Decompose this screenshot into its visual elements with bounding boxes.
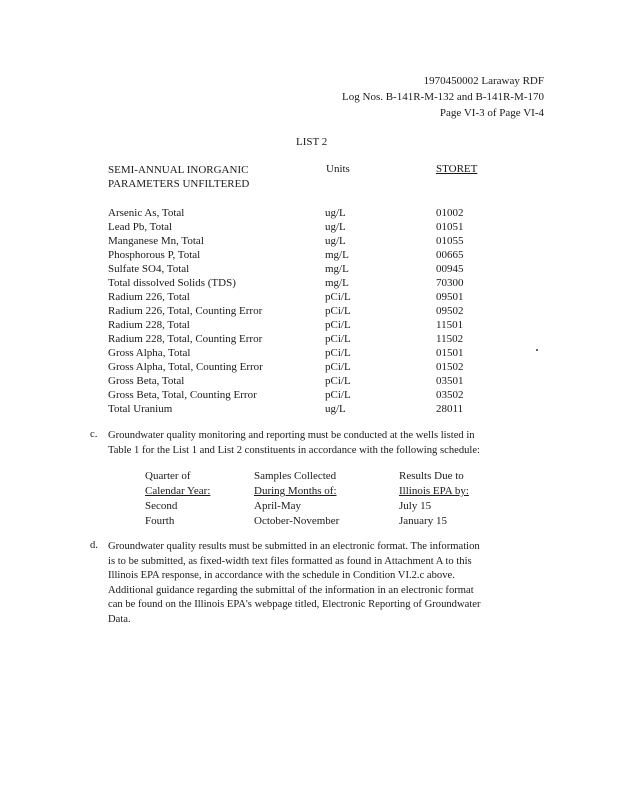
parameter-name: Radium 226, Total xyxy=(108,291,190,303)
schedule-due: July 15 xyxy=(399,500,432,512)
table-row xyxy=(108,248,528,262)
table-row xyxy=(108,360,528,374)
parameter-name: Lead Pb, Total xyxy=(108,221,173,233)
facility-id-line: 1970450002 Laraway RDF xyxy=(423,75,544,87)
schedule-header-months-1: Samples Collected xyxy=(254,470,337,482)
table-row xyxy=(108,374,528,388)
schedule-months: April-May xyxy=(254,500,302,512)
table-row xyxy=(108,220,528,234)
parameter-name: Gross Beta, Total xyxy=(108,375,185,387)
parameter-units: mg/L xyxy=(325,263,349,275)
parameter-name: Radium 228, Total xyxy=(108,319,190,331)
parameter-units: pCi/L xyxy=(325,375,351,387)
parameter-units: pCi/L xyxy=(325,319,351,331)
para-d-line5: can be found on the Illinois EPA's webpage titled, Electronic Reporting of Groundwater xyxy=(108,599,481,611)
table-heading-line2: PARAMETERS UNFILTERED xyxy=(108,178,250,190)
schedule-header-quarter-2: Calendar Year: xyxy=(145,485,211,497)
schedule-quarter: Fourth xyxy=(145,515,175,527)
parameter-units: pCi/L xyxy=(325,347,351,359)
parameter-name: Radium 226, Total, Counting Error xyxy=(108,305,263,317)
table-row xyxy=(108,290,528,304)
parameter-storet: 03501 xyxy=(436,375,464,387)
schedule-header-due-1: Results Due to xyxy=(399,470,464,482)
para-d-line2: is to be submitted, as fixed-width text files formatted as found in Attachment A to this xyxy=(108,555,472,567)
table-heading-line1: SEMI-ANNUAL INORGANIC xyxy=(108,164,249,176)
parameter-units: ug/L xyxy=(325,207,346,219)
para-d-line3: Illinois EPA response, in accordance with the schedule in Condition VI.2.c above. xyxy=(108,570,455,582)
parameter-storet: 09502 xyxy=(436,305,464,317)
parameter-name: Phosphorous P, Total xyxy=(108,249,201,261)
schedule-col-due xyxy=(399,469,469,529)
page-number-line: Page VI-3 of Page VI-4 xyxy=(439,107,544,119)
para-c-line2: Table 1 for the List 1 and List 2 constituents in accordance with the following schedule: xyxy=(108,444,481,456)
schedule-quarter: Second xyxy=(145,500,178,512)
parameter-units: mg/L xyxy=(325,249,349,261)
table-row xyxy=(108,402,528,416)
table-row xyxy=(108,332,528,346)
parameter-storet: 01051 xyxy=(436,221,464,233)
para-c-line1: Groundwater quality monitoring and reporting must be conducted at the wells listed in xyxy=(108,430,475,441)
para-d xyxy=(108,540,548,628)
para-d-line4: Additional guidance regarding the submittal of the information in an electronic format xyxy=(108,584,474,596)
parameter-storet: 01002 xyxy=(436,207,464,219)
parameter-units: mg/L xyxy=(325,277,349,289)
schedule-header-due-2: Illinois EPA by: xyxy=(399,485,469,497)
log-numbers-line: Log Nos. B-141R-M-132 and B-141R-M-170 xyxy=(342,91,544,103)
parameter-name: Total dissolved Solids (TDS) xyxy=(108,277,236,289)
parameter-units: pCi/L xyxy=(325,305,351,317)
parameter-name: Sulfate SO4, Total xyxy=(108,263,190,275)
scan-speck xyxy=(536,349,538,351)
schedule-col-months xyxy=(254,469,339,529)
parameter-units: ug/L xyxy=(325,235,346,247)
parameter-name: Arsenic As, Total xyxy=(108,207,185,219)
parameter-storet: 03502 xyxy=(436,389,464,401)
units-column-header: Units xyxy=(326,163,350,175)
table-row xyxy=(108,276,528,290)
schedule-due: January 15 xyxy=(399,515,447,527)
storet-column-header: STORET xyxy=(436,163,478,175)
para-c-marker: c. xyxy=(90,429,98,440)
table-heading xyxy=(108,163,249,191)
table-row xyxy=(108,318,528,332)
parameter-storet: 01501 xyxy=(436,347,464,359)
parameter-name: Total Uranium xyxy=(108,403,173,415)
parameter-storet: 00665 xyxy=(436,249,464,261)
parameter-storet: 28011 xyxy=(436,403,464,415)
parameter-storet: 01502 xyxy=(436,361,464,373)
table-row xyxy=(108,234,528,248)
list-title: LIST 2 xyxy=(296,136,328,148)
parameter-name: Radium 228, Total, Counting Error xyxy=(108,333,263,345)
parameter-units: pCi/L xyxy=(325,389,351,401)
para-d-line1: Groundwater quality results must be submitted in an electronic format. The information xyxy=(108,541,480,552)
parameter-name: Gross Alpha, Total xyxy=(108,347,191,359)
parameter-units: ug/L xyxy=(325,403,346,415)
parameter-units: pCi/L xyxy=(325,333,351,345)
para-d-line6: Data. xyxy=(108,613,131,625)
parameter-storet: 11501 xyxy=(436,319,464,331)
schedule-header-quarter-1: Quarter of xyxy=(145,470,191,482)
table-row xyxy=(108,262,528,276)
parameter-units: ug/L xyxy=(325,221,346,233)
parameter-units: pCi/L xyxy=(325,361,351,373)
parameter-name: Gross Alpha, Total, Counting Error xyxy=(108,361,263,373)
para-d-marker: d. xyxy=(90,540,98,551)
schedule-col-quarter xyxy=(145,469,210,529)
parameter-name: Manganese Mn, Total xyxy=(108,235,204,247)
parameter-name: Gross Beta, Total, Counting Error xyxy=(108,389,257,401)
parameter-storet: 09501 xyxy=(436,291,464,303)
para-c xyxy=(108,429,548,458)
table-row xyxy=(108,346,528,360)
parameter-storet: 11502 xyxy=(436,333,464,345)
table-row xyxy=(108,304,528,318)
schedule-header-months-2: During Months of: xyxy=(254,485,337,497)
parameter-storet: 00945 xyxy=(436,263,464,275)
parameter-storet: 70300 xyxy=(436,277,464,289)
parameter-storet: 01055 xyxy=(436,235,464,247)
table-row xyxy=(108,388,528,402)
schedule-months: October-November xyxy=(254,515,340,527)
parameter-units: pCi/L xyxy=(325,291,351,303)
table-row xyxy=(108,206,528,220)
